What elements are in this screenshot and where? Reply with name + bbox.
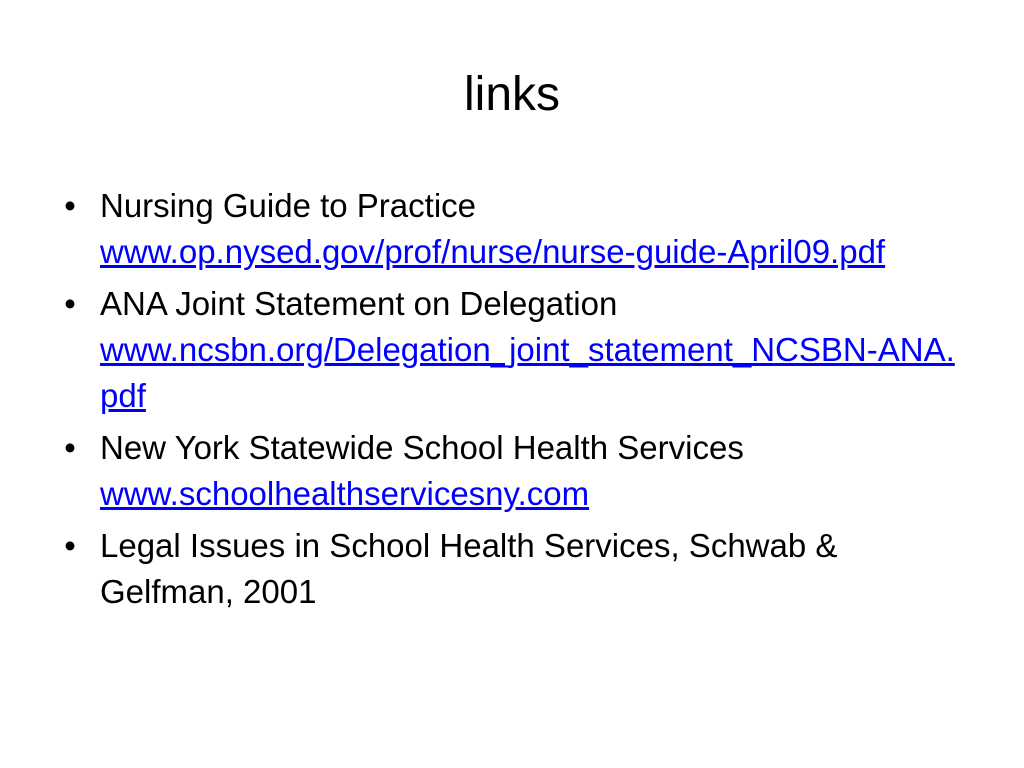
list-item-ana-statement	[64, 281, 960, 419]
bullet-icon: •	[64, 285, 76, 322]
list-item-text: ANA Joint Statement on Delegation	[100, 285, 618, 322]
link-school-health-services[interactable]: www.schoolhealthservicesny.com	[100, 475, 590, 512]
bullet-icon: •	[64, 187, 76, 224]
list-item-text: Nursing Guide to Practice	[100, 187, 477, 224]
list-item-nursing-guide	[64, 183, 960, 275]
bullet-icon: •	[64, 429, 76, 466]
bullet-list	[64, 183, 960, 621]
list-item-legal-issues	[64, 523, 960, 615]
slide-title: links	[463, 68, 561, 121]
list-item-text: Legal Issues in School Health Services, Schwab & Gelfman, 2001	[100, 527, 838, 610]
list-item-school-health-services	[64, 425, 960, 517]
bullet-icon: •	[64, 527, 76, 564]
list-item-text: New York Statewide School Health Services	[100, 429, 744, 466]
link-ana-statement[interactable]: www.ncsbn.org/Delegation_joint_statement_NCSBN-ANA.pdf	[100, 331, 955, 414]
link-nursing-guide[interactable]: www.op.nysed.gov/prof/nurse/nurse-guide-April09.pdf	[100, 233, 886, 270]
